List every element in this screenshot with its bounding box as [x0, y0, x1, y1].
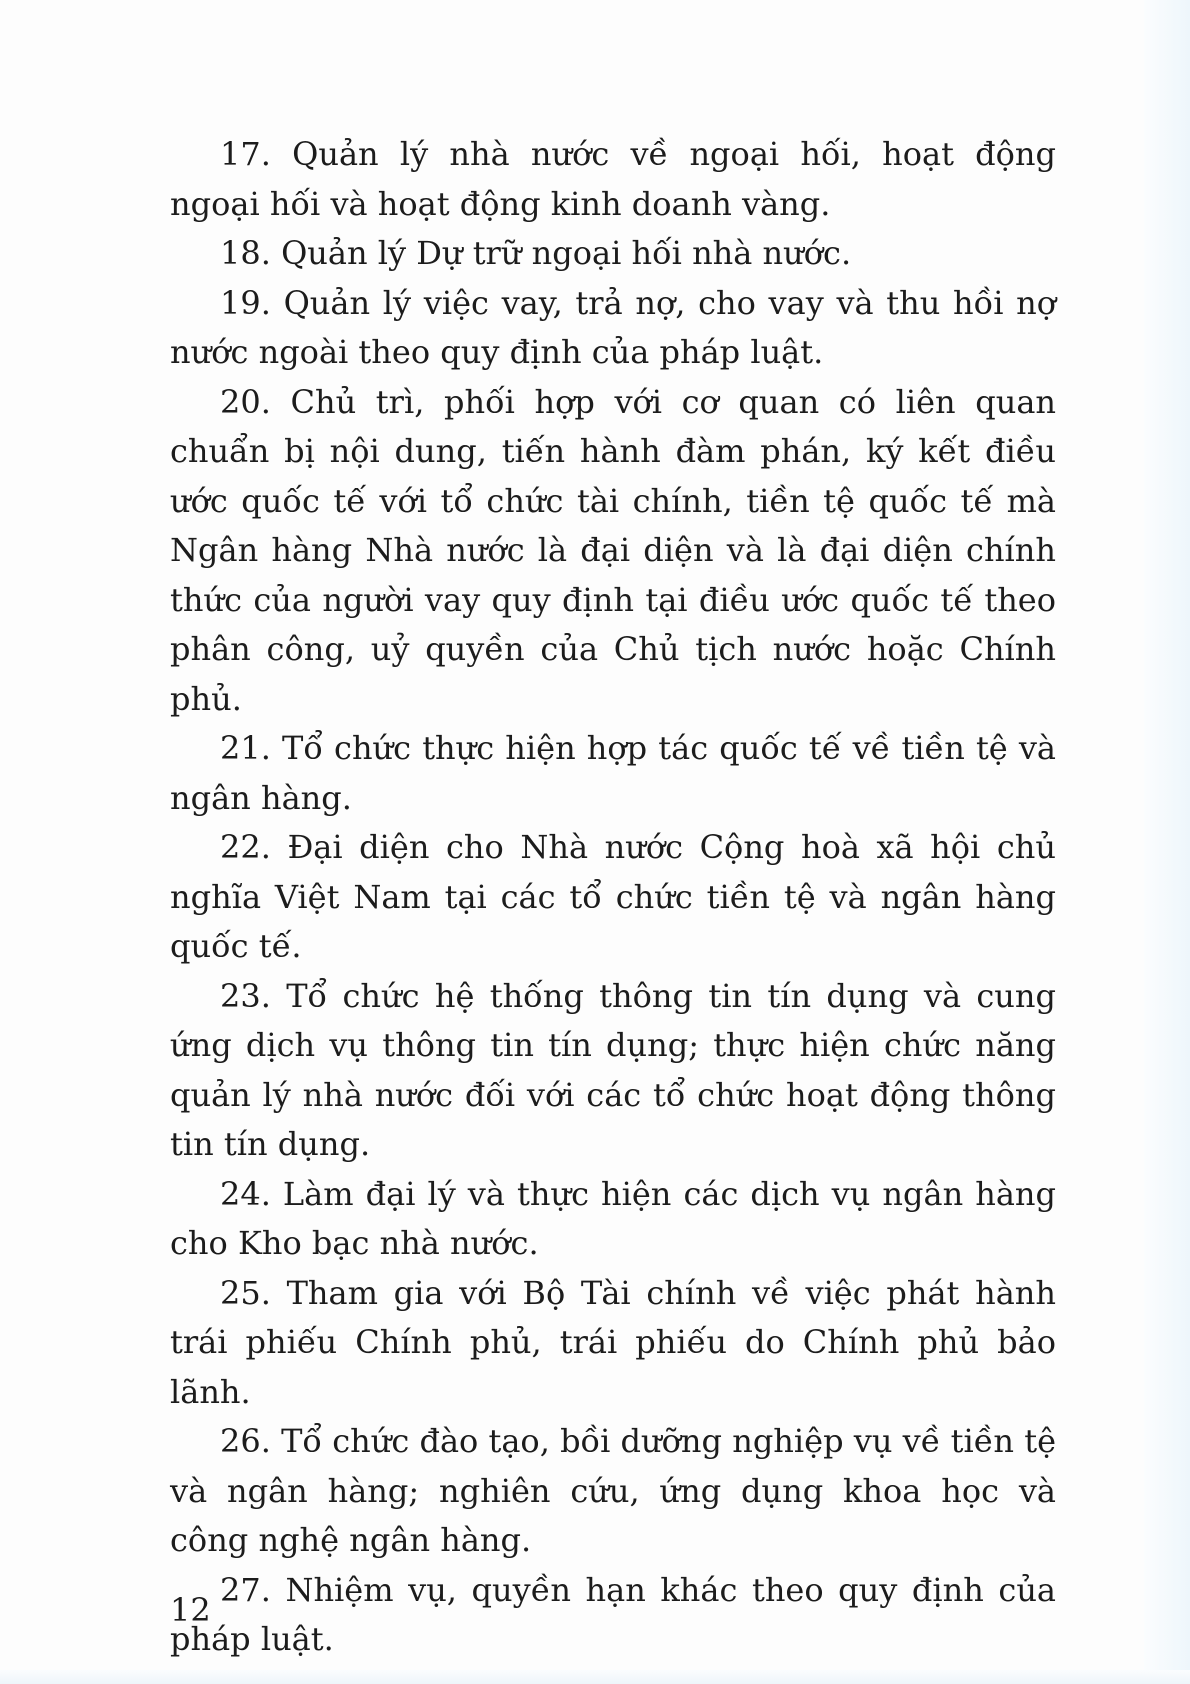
page-number: 12	[170, 1591, 211, 1629]
paragraph-22: 22. Đại diện cho Nhà nước Cộng hoà xã hội chủ nghĩa Việt Nam tại các tổ chức tiền tệ và ngân hàng quốc tế.	[170, 828, 1056, 965]
paragraph-19: 19. Quản lý việc vay, trả nợ, cho vay và thu hồi nợ nước ngoài theo quy định của pháp luật.	[170, 283, 1056, 371]
paragraph-21: 21. Tổ chức thực hiện hợp tác quốc tế về tiền tệ và ngân hàng.	[170, 729, 1056, 817]
paragraph-18: 18. Quản lý Dự trữ ngoại hối nhà nước.	[220, 234, 852, 272]
paragraph-25: 25. Tham gia với Bộ Tài chính về việc phát hành trái phiếu Chính phủ, trái phiếu do Chính phủ bảo lãnh.	[170, 1273, 1056, 1411]
body-text	[170, 130, 1056, 1665]
page-bottom-shadow	[0, 1670, 1190, 1684]
paragraph-20: 20. Chủ trì, phối hợp với cơ quan có liên quan chuẩn bị nội dung, tiến hành đàm phán, ký kết điều ước quốc tế với tổ chức tài chính, tiền tệ quốc tế mà Ngân hàng Nhà nước là đại diện và là đại diện chính thức của người vay quy định tại điều ước quốc tế theo phân công, uỷ quyền của Chủ tịch nước hoặc Chính phủ.	[170, 382, 1056, 718]
paragraph-26: 26. Tổ chức đào tạo, bồi dưỡng nghiệp vụ về tiền tệ và ngân hàng; nghiên cứu, ứng dụng khoa học và công nghệ ngân hàng.	[170, 1422, 1056, 1559]
paragraph-24: 24. Làm đại lý và thực hiện các dịch vụ ngân hàng cho Kho bạc nhà nước.	[170, 1174, 1056, 1262]
page-edge-shadow	[1144, 0, 1190, 1684]
paragraph-17: 17. Quản lý nhà nước về ngoại hối, hoạt động ngoại hối và hoạt động kinh doanh vàng.	[170, 135, 1056, 223]
paragraph-23: 23. Tổ chức hệ thống thông tin tín dụng và cung ứng dịch vụ thông tin tín dụng; thực hiện chức năng quản lý nhà nước đối với các tổ chức hoạt động thông tin tín dụng.	[170, 976, 1056, 1163]
paragraph-27: 27. Nhiệm vụ, quyền hạn khác theo quy định của pháp luật.	[170, 1570, 1056, 1658]
